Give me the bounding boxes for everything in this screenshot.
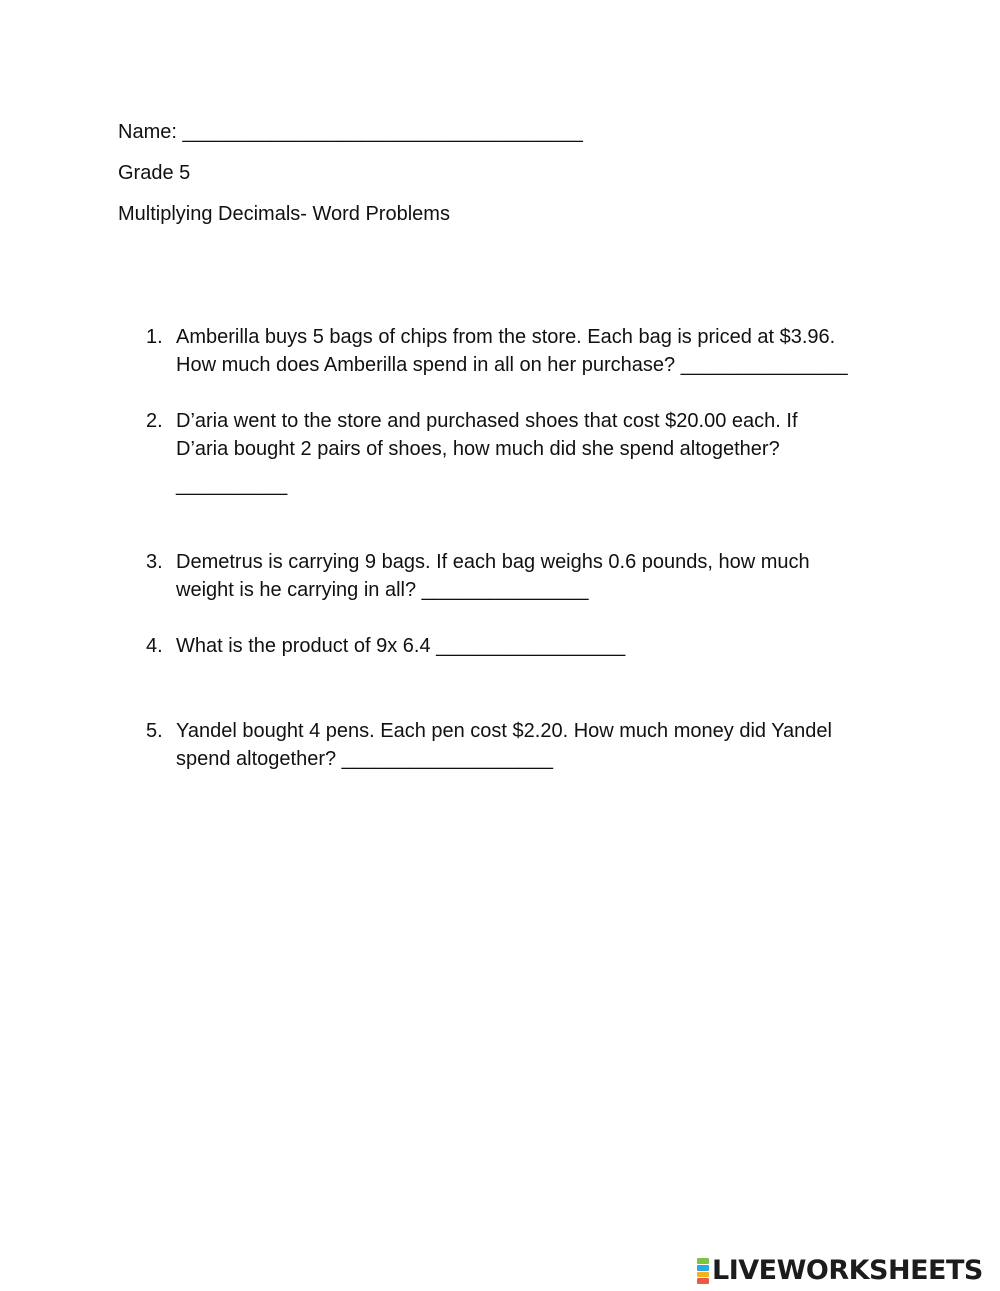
- question-number: 4.: [146, 635, 163, 657]
- liveworksheets-logo: [697, 1256, 983, 1286]
- question-text: [176, 407, 886, 499]
- logo-mark-segment: [697, 1278, 709, 1284]
- name-field-line: Name: ____________________________________: [118, 121, 583, 143]
- question-number: 5.: [146, 720, 163, 742]
- question-item: [146, 717, 886, 773]
- grade-label: Grade 5: [118, 162, 191, 184]
- logo-mark-segment: [697, 1258, 709, 1264]
- question-item: [146, 548, 886, 604]
- question-item: [146, 632, 886, 660]
- question-line: Demetrus is carrying 9 bags. If each bag weighs 0.6 pounds, how much: [176, 551, 810, 573]
- question-number: 2.: [146, 410, 163, 432]
- question-line: Yandel bought 4 pens. Each pen cost $2.20. How much money did Yandel: [176, 720, 832, 742]
- question-line: Amberilla buys 5 bags of chips from the store. Each bag is priced at $3.96.: [176, 326, 836, 348]
- question-line-with-answer-blank[interactable]: weight is he carrying in all? _______________: [176, 579, 589, 601]
- logo-mark-icon: [697, 1258, 709, 1285]
- logo-mark-segment: [697, 1272, 709, 1278]
- question-number: 3.: [146, 551, 163, 573]
- question-line-with-answer-blank[interactable]: How much does Amberilla spend in all on her purchase? _______________: [176, 354, 848, 376]
- logo-mark-segment: [697, 1265, 709, 1271]
- question-number: 1.: [146, 326, 163, 348]
- question-line: D’aria bought 2 pairs of shoes, how much did she spend altogether?: [176, 438, 780, 460]
- worksheet-title: Multiplying Decimals- Word Problems: [118, 203, 450, 225]
- question-line: D’aria went to the store and purchased shoes that cost $20.00 each. If: [176, 410, 798, 432]
- logo-text: LIVEWORKSHEETS: [712, 1255, 983, 1286]
- question-text: [176, 717, 886, 773]
- question-text: [176, 632, 886, 660]
- question-item: [146, 407, 886, 499]
- question-line-with-answer-blank[interactable]: What is the product of 9x 6.4 _________________: [176, 635, 626, 657]
- question-item: [146, 323, 886, 379]
- answer-blank[interactable]: __________: [176, 474, 288, 496]
- question-text: [176, 323, 886, 379]
- question-line-with-answer-blank[interactable]: spend altogether? ___________________: [176, 748, 554, 770]
- question-text: [176, 548, 886, 604]
